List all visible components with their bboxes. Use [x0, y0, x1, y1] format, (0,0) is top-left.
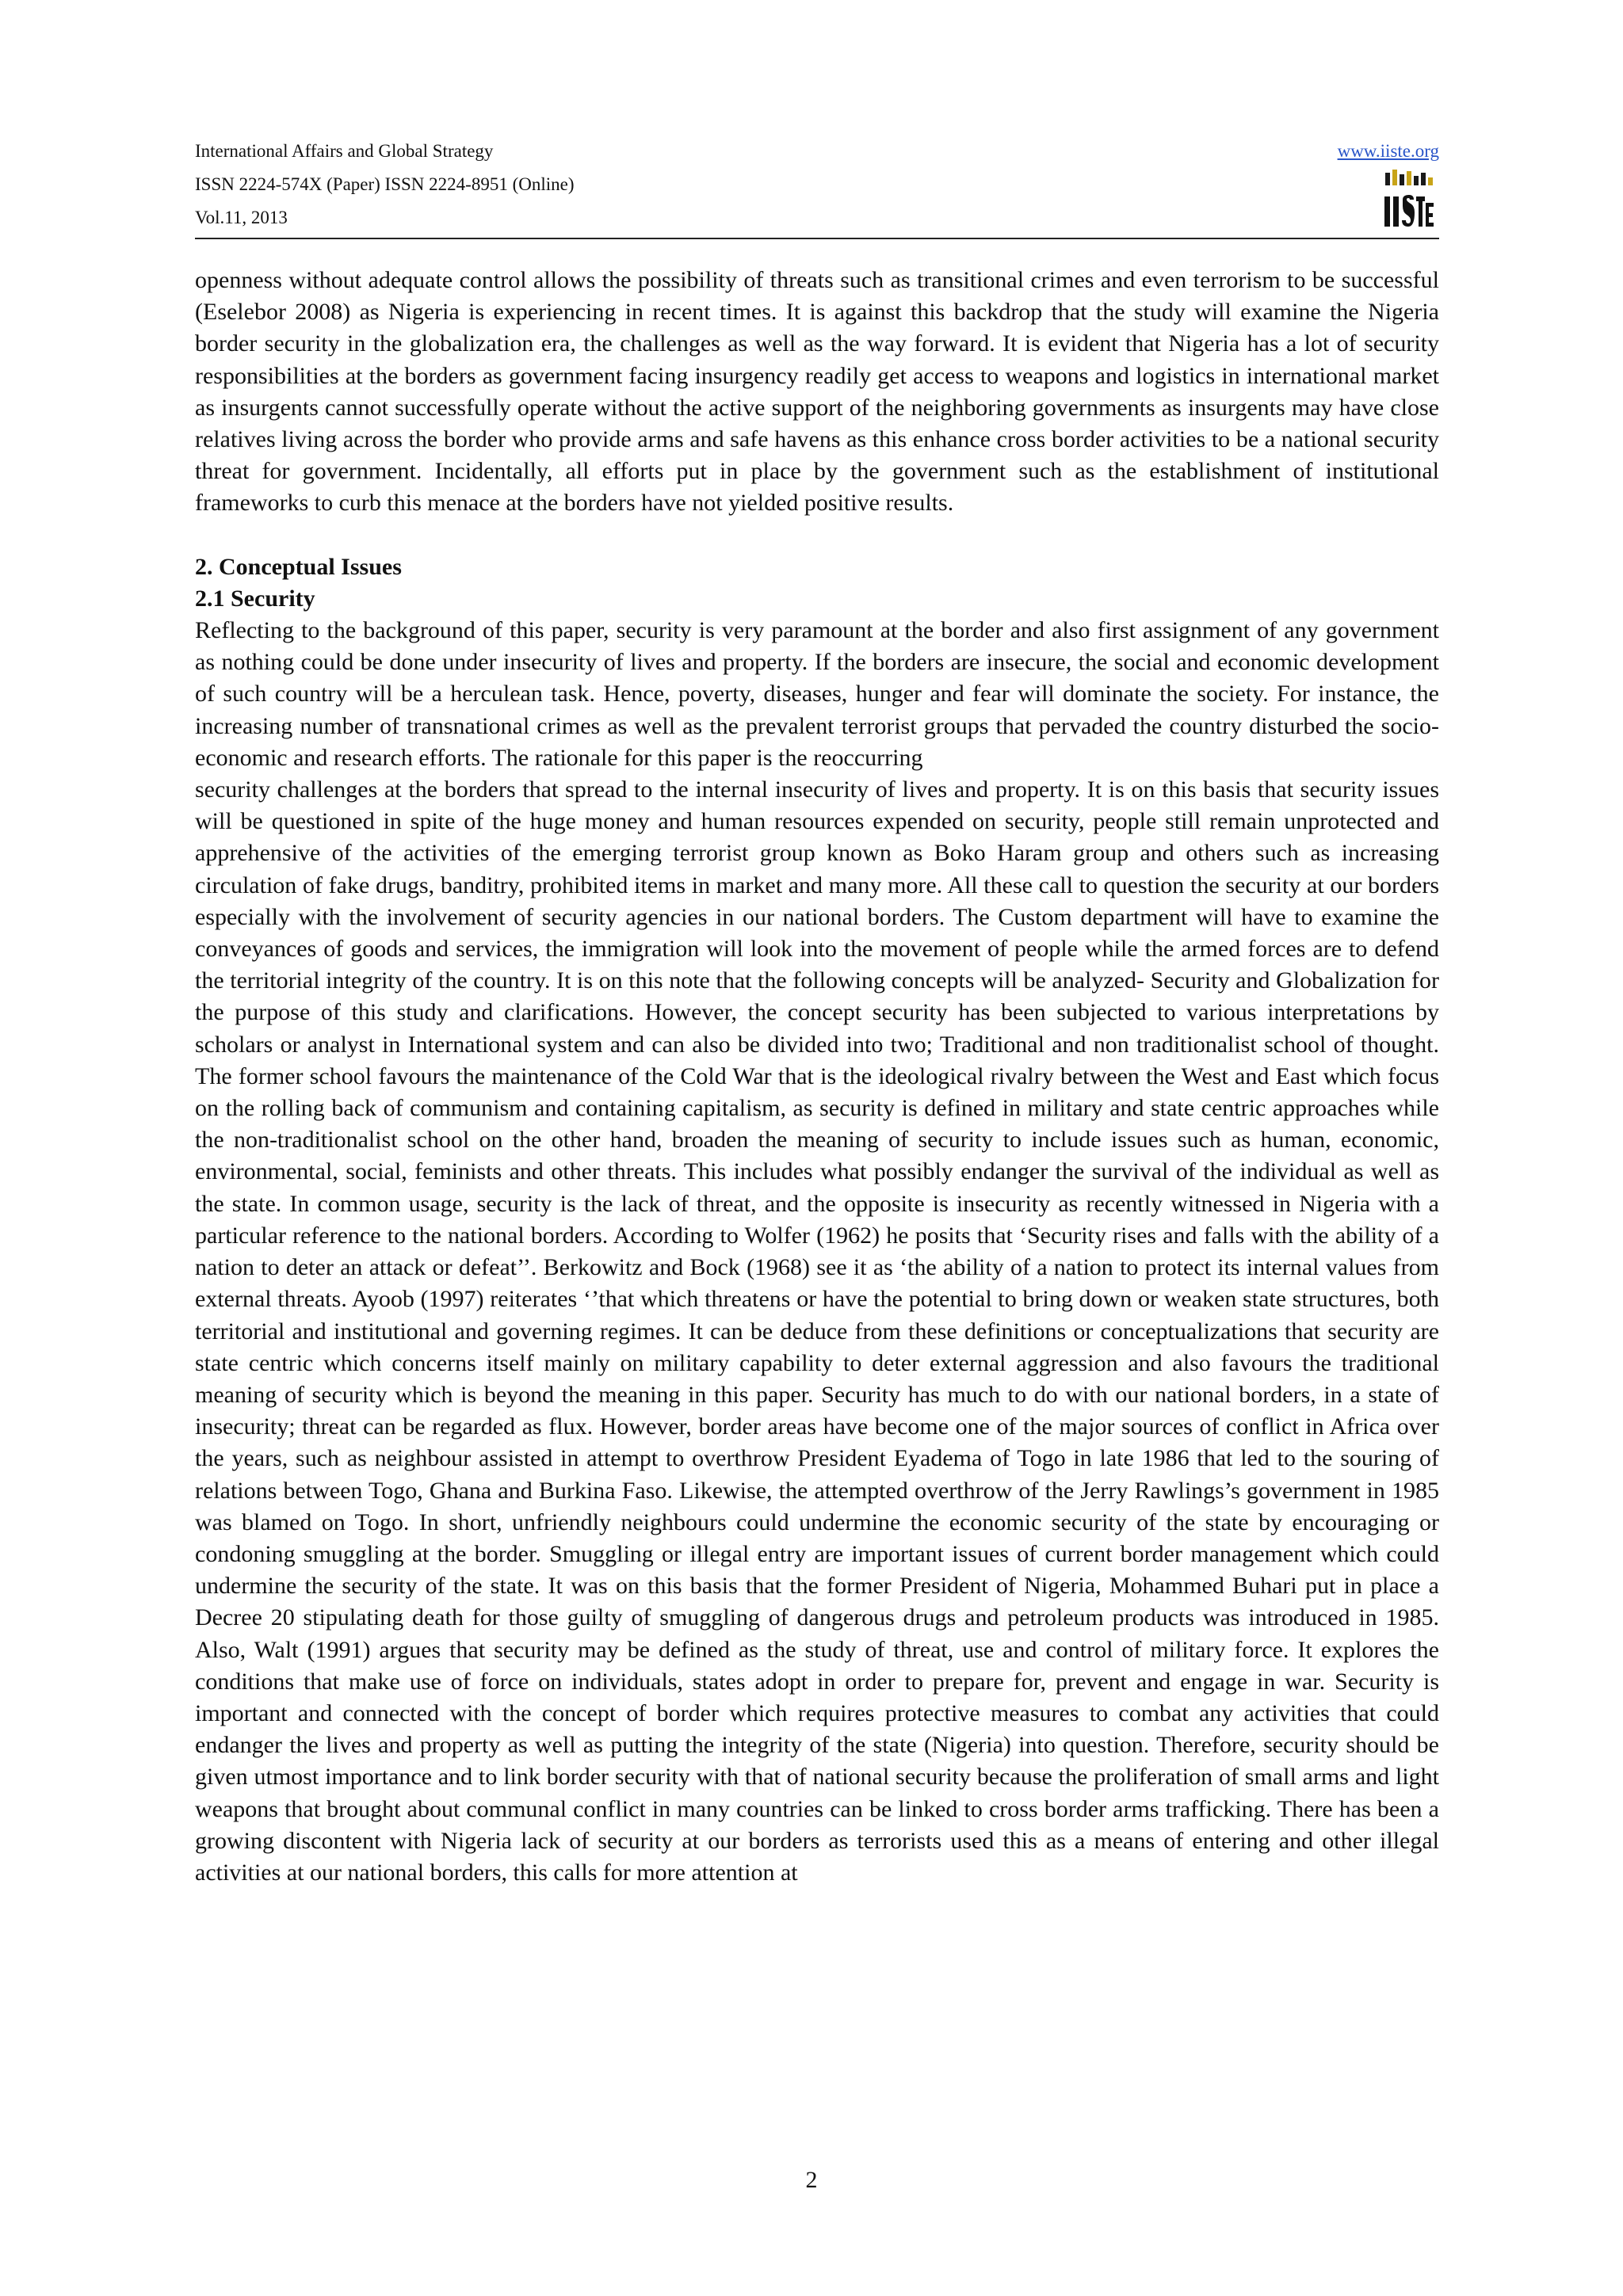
issn-line: ISSN 2224-574X (Paper) ISSN 2224-8951 (Online)	[195, 174, 575, 194]
paragraph-spacer	[195, 520, 1439, 551]
security-paragraph-2: security challenges at the borders that spread to the internal insecurity of lives and property. It is on this basis that security issues will be questioned in spite of the huge money and human resources expended on security, people still remain unprotected and apprehensive of the activities of the emerging terrorist group known as Boko Haram group and others such as increasing circulation of fake drugs, banditry, prohibited items in market and many more. All these call to question the security at our borders especially with the involvement of security agencies in our national borders. The Custom department will have to examine the conveyances of goods and services, the immigration will look into the movement of people while the armed forces are to defend the territorial integrity of the country. It is on this note that the following concepts will be analyzed- Security and Globalization for the purpose of this study and clarifications. However, the concept security has been subjected to various interpretations by scholars or analyst in International system and can also be divided into two; Traditional and non traditionalist school of thought. The former school favours the maintenance of the Cold War that is the ideological rivalry between the West and East which focus on the rolling back of communism and containing capitalism, as security is defined in military and state centric approaches while the non-traditionalist school on the other hand, broaden the meaning of security to include issues such as human, economic, environmental, social, feminists and other threats. This includes what possibly endanger the survival of the individual as well as the state. In common usage, security is the lack of threat, and the opposite is insecurity as recently witnessed in Nigeria with a particular reference to the national borders. According to Wolfer (1962) he posits that ‘Security rises and falls with the ability of a nation to deter an attack or defeat’’. Berkowitz and Bock (1968) see it as ‘the ability of a nation to protect its internal values from external threats. Ayoob (1997) reiterates ‘’that which threatens or have the potential to bring down or weaken state structures, both territorial and institutional and governing regimes. It can be deduce from these definitions or conceptualizations that security are state centric which concerns itself mainly on military capability to deter external aggression and also favours the traditional meaning of security which is beyond the meaning in this paper. Security has much to do with our national borders, in a state of insecurity; threat can be regarded as flux. However, border areas have become one of the major sources of conflict in Africa over the years, such as neighbour assisted in attempt to overthrow President Eyadema of Togo in late 1986 that led to the souring of relations between Togo, Ghana and Burkina Faso. Likewise, the attempted overthrow of the Jerry Rawlings’s government in 1985 was blamed on Togo. In short, unfriendly neighbours could undermine the economic security of the state by encouraging or condoning smuggling at the border. Smuggling or illegal entry are important issues of current border management which could undermine the security of the state. It was on this basis that the former President of Nigeria, Mohammed Buhari put in place a Decree 20 stipulating death for those guilty of smuggling of dangerous drugs and petroleum products was introduced in 1985. Also, Walt (1991) argues that security may be defined as the study of threat, use and control of military force. It explores the conditions that make use of force on individuals, states adopt in order to prepare for, prevent and engage in war. Security is important and connected with the concept of border which requires protective measures to combat any activities that could endanger the lives and property as well as putting the integrity of the state (Nigeria) into question. Therefore, security should be given utmost importance and to link border security with that of national security because the proliferation of small arms and light weapons that brought about communal conflict in many countries can be linked to cross border arms trafficking. There has been a growing discontent with Nigeria lack of security at our borders as terrorists used this as a means of entering and other illegal activities at our national borders, this calls for more attention at	[195, 776, 1439, 1886]
section-heading: 2. Conceptual Issues	[195, 553, 402, 580]
article-body	[195, 265, 1439, 1889]
page-header	[195, 136, 1439, 239]
security-paragraph-1: Reflecting to the background of this paper, security is very paramount at the border and also first assignment of any government as nothing could be done under insecurity of lives and property. If the borders are insecure, the social and economic development of such country will be a herculean task. Hence, poverty, diseases, hunger and fear will dominate the society. For instance, the increasing number of transnational crimes as well as the prevalent terrorist groups that pervaded the country disturbed the socio-economic and research efforts. The rationale for this paper is the reoccurring	[195, 617, 1439, 771]
iiste-logo	[1382, 168, 1434, 231]
page-number: 2	[805, 2167, 818, 2193]
journal-title: International Affairs and Global Strategy	[195, 141, 494, 161]
website-link[interactable]: www.iiste.org	[1337, 141, 1439, 161]
volume-line: Vol.11, 2013	[195, 208, 288, 227]
subsection-heading: 2.1 Security	[195, 585, 315, 612]
intro-paragraph: openness without adequate control allows the possibility of threats such as transitional crimes and even terrorism to be successful (Eselebor 2008) as Nigeria is experiencing in recent times. It is against this backdrop that the study will examine the Nigeria border security in the globalization era, the challenges as well as the way forward. It is evident that Nigeria has a lot of security responsibilities at the borders as government facing insurgency readily get access to weapons and logistics in international market as insurgents cannot successfully operate without the active support of the neighboring governments as insurgents may have close relatives living across the border who provide arms and safe havens as this enhance cross border activities to be a national security threat for government. Incidentally, all efforts put in place by the government such as the establishment of institutional frameworks to curb this menace at the borders have not yielded positive results.	[195, 267, 1439, 517]
